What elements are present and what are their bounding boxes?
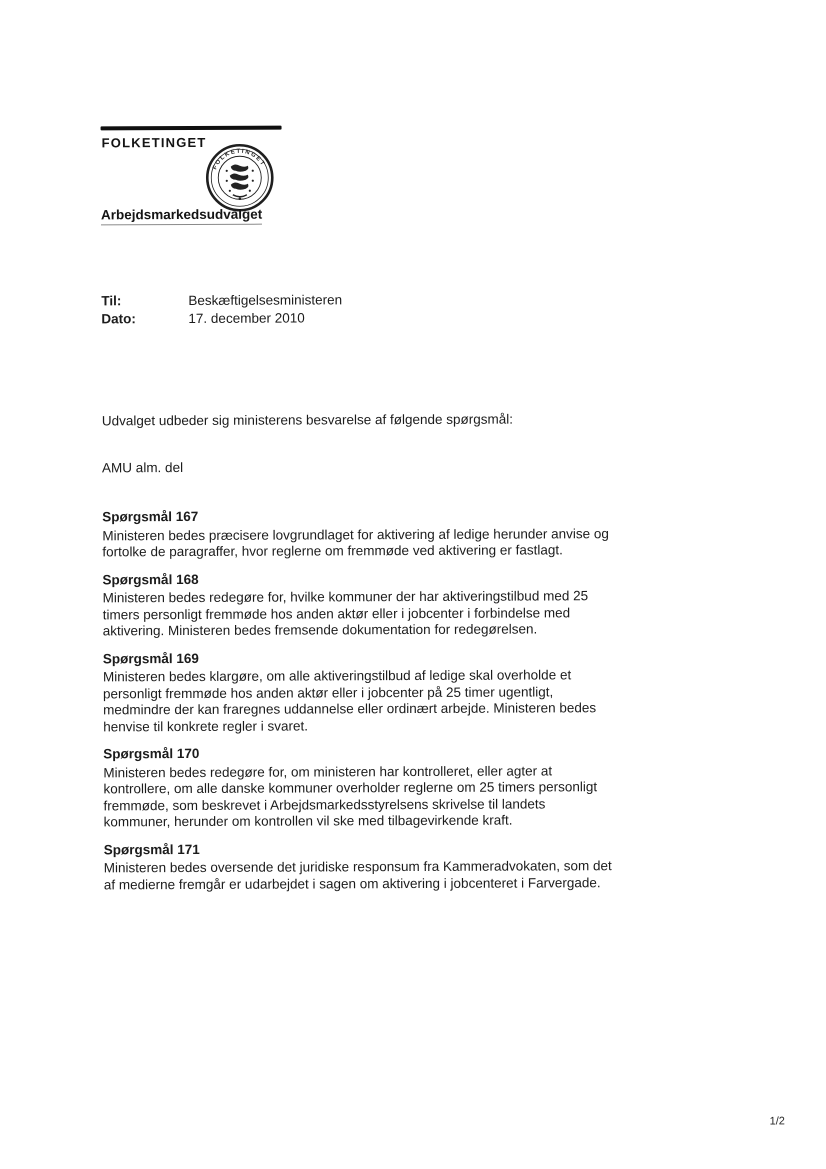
question-title: Spørgsmål 171 (103, 841, 200, 857)
page-number: 1/2 (769, 1115, 785, 1128)
question-title: Spørgsmål 167 (102, 508, 199, 525)
question-title: Spørgsmål 168 (102, 571, 199, 587)
intro-text: Udvalget udbeder sig ministerens besvarelse af følgende spørgsmål: (101, 411, 514, 429)
date-value: 17. december 2010 (188, 310, 305, 326)
to-label: Til: (101, 293, 122, 309)
folketinget-seal-icon (205, 143, 275, 213)
question-title: Spørgsmål 169 (102, 650, 199, 666)
question-text: Ministeren bedes redegøre for, hvilke kommuner der har aktiveringstilbud med 25 timers personligt fremmøde hos anden aktør eller i jobcenter i forbindelse med aktivering. Ministeren bedes fremsende dokumentation for redegørelsen. (102, 588, 589, 639)
case-reference: AMU alm. del (102, 459, 184, 475)
folketinget-wordmark: FOLKETINGET (101, 134, 207, 151)
question-block (104, 840, 616, 894)
letterhead-rule (101, 126, 282, 131)
letter-meta (101, 291, 521, 329)
question-text: Ministeren bedes oversende det juridiske responsum fra Kammeradvokaten, som det af medierne fremgår er udarbejdet i sagen om aktivering i jobcenteret i Farvergade. (103, 858, 612, 892)
date-row (101, 309, 521, 329)
letter-body (102, 411, 616, 904)
question-block (103, 649, 615, 736)
date-label: Dato: (101, 311, 136, 327)
question-block (102, 570, 614, 640)
to-value: Beskæftigelsesministeren (188, 292, 343, 308)
question-block (102, 507, 614, 561)
question-block (103, 744, 615, 831)
question-text: Ministeren bedes klargøre, om alle aktiveringstilbud af ledige skal overholde et personligt fremmøde hos anden aktør eller i jobcenter på 25 timer ugentligt, medmindre der kan fraregnes uddannelse eller ordinært arbejde. Ministeren bedes henvise til konkrete regler i svaret. (102, 667, 597, 734)
question-text: Ministeren bedes præcisere lovgrundlaget for aktivering af ledige herunder anvise og fortolke de paragraffer, hvor reglerne om fremmøde ved aktivering er fastlagt. (102, 525, 609, 560)
committee-name: Arbejdsmarkedsudvalget (101, 207, 262, 226)
question-text: Ministeren bedes redegøre for, om ministeren har kontrolleret, eller agter at kontrollere, om alle danske kommuner overholder reglerne om 25 timers personligt fremmøde, som beskrevet i Arbejdsmarkedsstyrelsens skrivelse til landets kommuner, herunder om kontrollen vil ske med tilbagevirkende kraft. (103, 762, 598, 830)
question-title: Spørgsmål 170 (103, 745, 200, 762)
recipient-row (101, 291, 521, 311)
svg-text:FOLKETINGET: FOLKETINGET (212, 148, 266, 171)
